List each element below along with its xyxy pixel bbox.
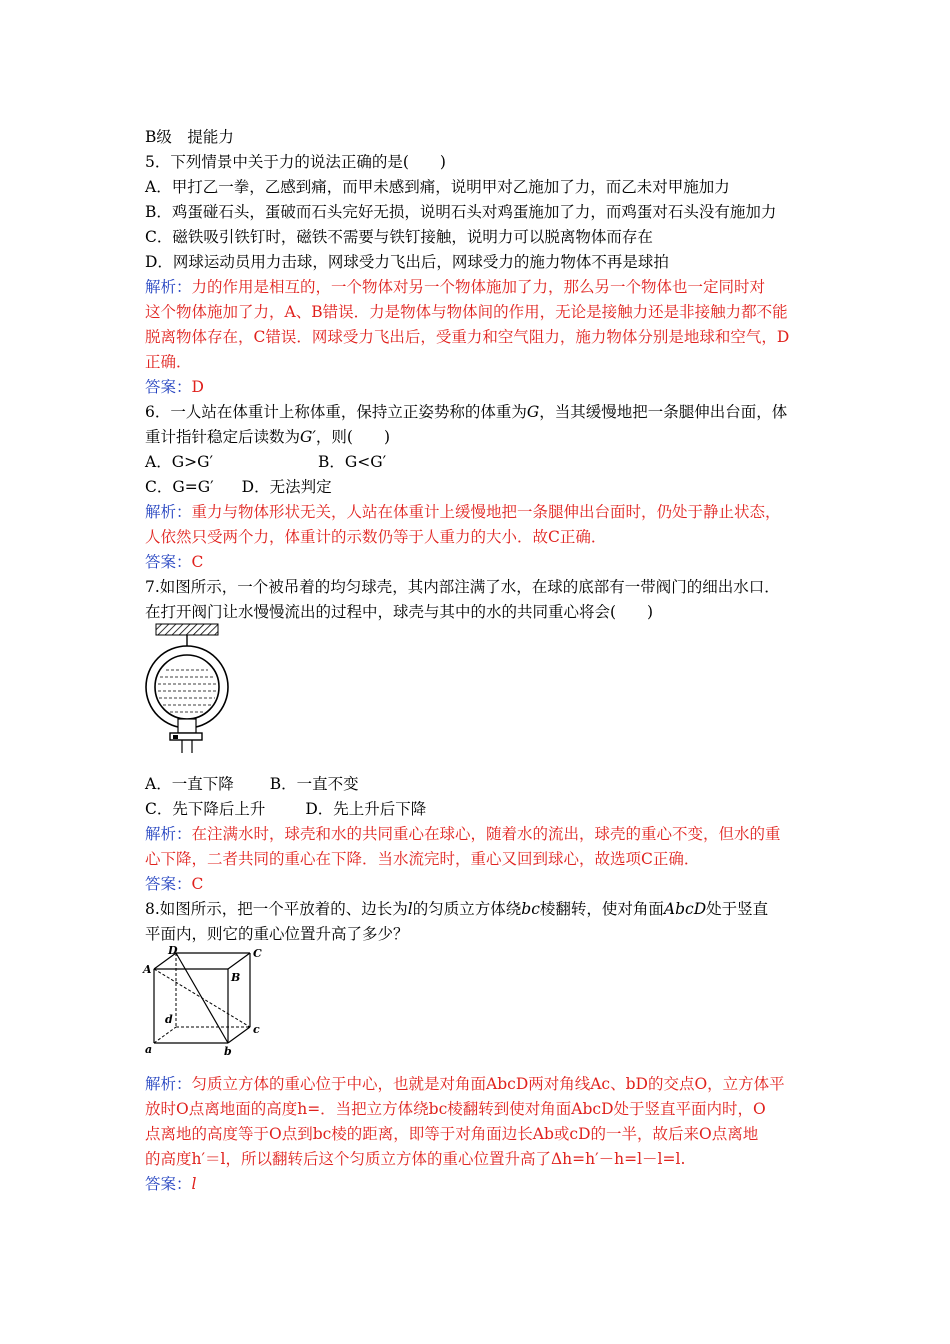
analysis-label: 解析： — [145, 503, 192, 521]
q7-option-c: C．先下降后上升 — [145, 800, 266, 818]
cube-label-c-lower: c — [253, 1023, 260, 1036]
q6-symbol-g: G — [526, 403, 540, 421]
analysis-text: 重力与物体形状无关，人站在体重计上缓慢地把一条腿伸出台面时，仍处于静止状态， — [191, 503, 781, 521]
cube-label-b-lower: b — [224, 1045, 232, 1058]
q6-option-d: D．无法判定 — [241, 478, 332, 496]
q7-analysis-line-2: 心下降，二者共同的重心在下降．当水流完时，重心又回到球心，故选项C正确． — [145, 850, 700, 868]
q5-stem: 5．下列情景中关于力的说法正确的是( ) — [145, 153, 446, 171]
water-dashes — [158, 670, 216, 712]
q8-symbol-l: l — [407, 900, 413, 918]
outlet-pipe — [178, 719, 196, 733]
valve-knob — [173, 735, 178, 739]
q6-option-a: A．G>G′ — [145, 453, 213, 471]
section-heading: B级 提能力 — [145, 128, 234, 146]
answer-value: l — [191, 1175, 197, 1193]
cube-figure — [142, 943, 267, 1058]
q8-analysis-line-1 — [145, 1073, 785, 1095]
cube-label-a-lower: a — [145, 1043, 153, 1056]
answer-label: 答案： — [145, 553, 192, 571]
q7-stem-line-1: 7.如图所示，一个被吊着的均匀球壳，其内部注满了水，在球的底部有一带阀门的细出水口． — [145, 578, 780, 596]
q8-analysis-line-2: 放时O点离地面的高度h=．当把立方体绕bc棱翻转到使对角面AbcD处于竖直平面内时，O — [145, 1100, 766, 1118]
cube-label-b-upper: B — [231, 971, 241, 984]
q7-option-d: D．先上升后下降 — [305, 800, 427, 818]
q7-options-ab — [145, 773, 359, 795]
analysis-text: 匀质立方体的重心位于中心，也就是对角面AbcD两对角线Ac、bD的交点O，立方体平 — [191, 1075, 785, 1093]
q7-analysis-line-1 — [145, 823, 781, 845]
q6-options-ab — [145, 451, 386, 473]
q6-stem-tail: ，当其缓慢地把一条腿伸出台面，体 — [539, 403, 788, 421]
q6-answer — [145, 551, 203, 573]
outer-shell — [146, 646, 228, 728]
q6-stem-text: 6．一人站在体重计上称体重，保持立正姿势称的体重为 — [145, 403, 527, 421]
q5-analysis-line-4: 正确． — [145, 353, 192, 371]
q6-option-b: B．G<G′ — [317, 453, 387, 471]
q5-option-b: B．鸡蛋碰石头，蛋破而石头完好无损，说明石头对鸡蛋施加了力，而鸡蛋对石头没有施加力 — [145, 203, 777, 221]
q8-symbol-bc: bc — [521, 900, 540, 918]
analysis-text: 在注满水时，球壳和水的共同重心在球心，随着水的流出，球壳的重心不变，但水的重 — [191, 825, 781, 843]
q6-stem-tail: ，则( ) — [315, 428, 391, 446]
cube-label-c-upper: C — [253, 947, 262, 960]
q5-answer — [145, 376, 204, 398]
q7-options-cd — [145, 798, 426, 820]
hanging-shell-figure — [142, 622, 242, 757]
q8-symbol-abcd: AbcD — [663, 900, 707, 918]
answer-label: 答案： — [145, 875, 192, 893]
answer-value: C — [191, 875, 204, 893]
q6-analysis-line-2: 人依然只受两个力，体重计的示数仍等于人重力的大小．故C正确． — [145, 528, 607, 546]
q8-stem-text: 的匀质立方体绕 — [412, 900, 522, 918]
q6-symbol-g-prime: G′ — [300, 428, 316, 446]
q8-analysis-line-4: 的高度h′＝l，所以翻转后这个匀质立方体的重心位置升高了Δh=h′－h=l－l=l. — [145, 1150, 686, 1168]
q8-stem-text: 8.如图所示，把一个平放着的、边长为 — [145, 900, 408, 918]
cube-label-a-upper: A — [143, 963, 152, 976]
q6-stem-line-2 — [145, 426, 390, 448]
q5-analysis-line-2: 这个物体施加了力，A、B错误．力是物体与物体间的作用，无论是接触力还是非接触力都不能 — [145, 303, 788, 321]
answer-label: 答案： — [145, 1175, 192, 1193]
q6-option-c: C．G=G′ — [145, 478, 214, 496]
cube-label-d-lower: d — [165, 1013, 173, 1026]
ceiling-support — [156, 624, 218, 635]
inner-shell — [155, 655, 219, 719]
q7-answer — [145, 873, 203, 895]
q8-stem-text: 处于竖直 — [706, 900, 769, 918]
q5-analysis-line-3: 脱离物体存在，C错误．网球受力飞出后，受重力和空气阻力，施力物体分别是地球和空气，D — [145, 328, 790, 346]
q8-stem-line-2: 平面内，则它的重心位置升高了多少？ — [145, 925, 409, 943]
q6-analysis-line-1 — [145, 501, 781, 523]
answer-value: C — [191, 553, 204, 571]
analysis-label: 解析： — [145, 825, 192, 843]
answer-label: 答案： — [145, 378, 192, 396]
q6-options-cd — [145, 476, 332, 498]
q7-stem-line-2: 在打开阀门让水慢慢流出的过程中，球壳与其中的水的共同重心将会( ) — [145, 603, 654, 621]
analysis-text: 力的作用是相互的，一个物体对另一个物体施加了力，那么另一个物体也一定同时对 — [191, 278, 766, 296]
q5-option-d: D．网球运动员用力击球，网球受力飞出后，网球受力的施力物体不再是球拍 — [145, 253, 669, 271]
q6-stem-line-1 — [145, 401, 787, 423]
q6-stem-text: 重计指针稳定后读数为 — [145, 428, 301, 446]
analysis-label: 解析： — [145, 1075, 192, 1093]
q5-analysis-line-1 — [145, 276, 765, 298]
analysis-label: 解析： — [145, 278, 192, 296]
q5-option-c: C．磁铁吸引铁钉时，磁铁不需要与铁钉接触，说明力可以脱离物体而存在 — [145, 228, 653, 246]
q7-option-a: A．一直下降 — [145, 775, 234, 793]
q8-stem-text: 棱翻转，使对角面 — [539, 900, 664, 918]
cube-label-d-upper: D — [168, 944, 178, 957]
answer-value: D — [191, 378, 204, 396]
q8-analysis-line-3: 点离地的高度等于O点到bc棱的距离，即等于对角面边长Ab或cD的一半，故后来O点离地 — [145, 1125, 759, 1143]
q5-option-a: A．甲打乙一拳，乙感到痛，而甲未感到痛，说明甲对乙施加了力，而乙未对甲施加力 — [145, 178, 730, 196]
q8-answer — [145, 1173, 196, 1195]
q8-stem-line-1 — [145, 898, 768, 920]
q7-option-b: B．一直不变 — [269, 775, 359, 793]
